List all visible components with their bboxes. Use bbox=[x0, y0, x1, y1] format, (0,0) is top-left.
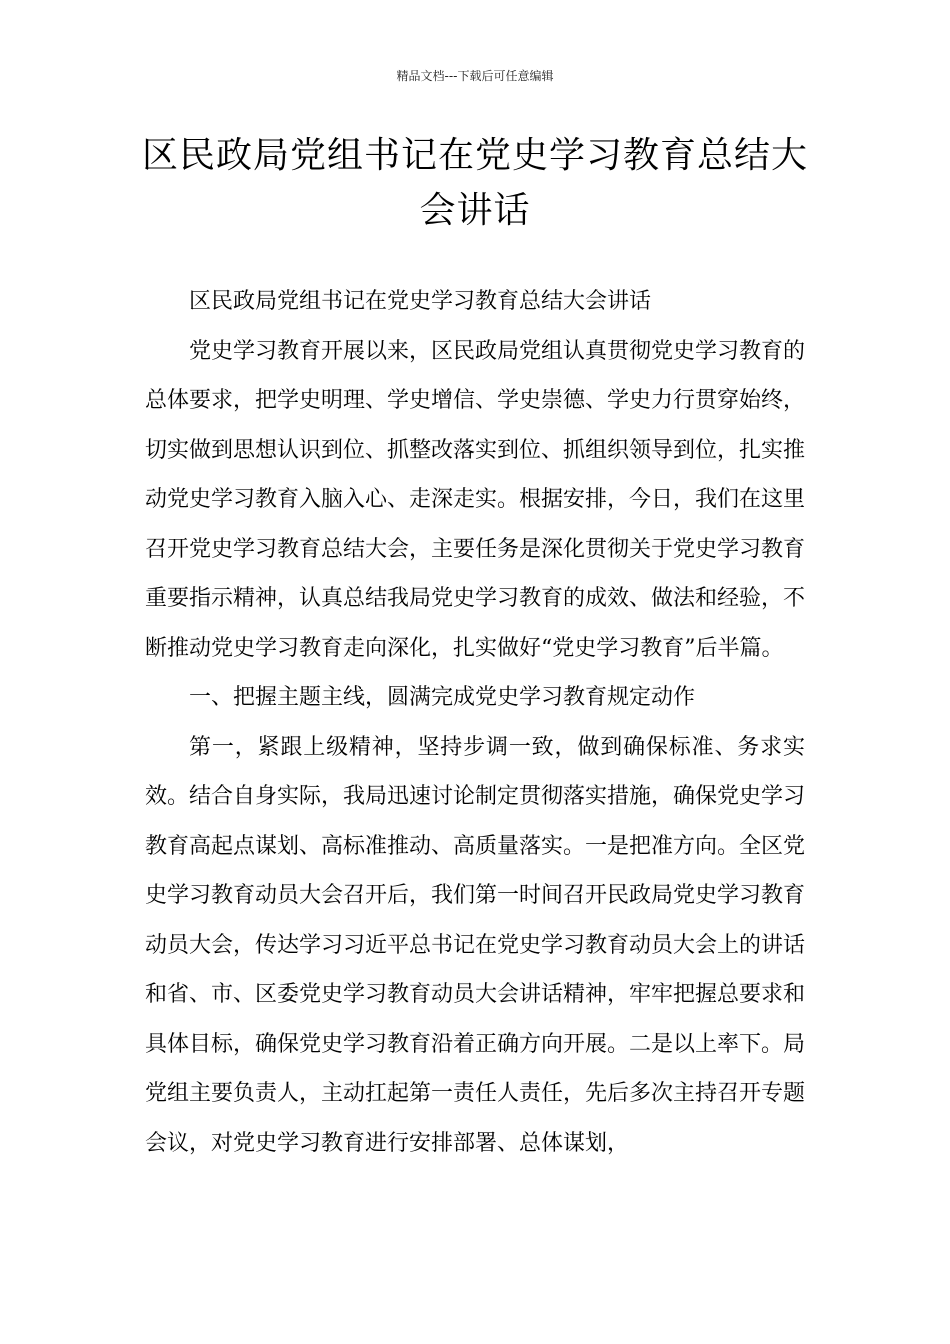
paragraph-intro: 党史学习教育开展以来，区民政局党组认真贯彻党史学习教育的总体要求，把学史明理、学史增信、学史崇德、学史力行贯穿始终，切实做到思想认识到位、抓整改落实到位、抓组织领导到位，扎实推动党史学习教育入脑入心、走深走实。根据安排，今日，我们在这里召开党史学习教育总结大会，主要任务是深化贯彻关于党史学习教育重要指示精神，认真总结我局党史学习教育的成效、做法和经验，不断推动党史学习教育走向深化，扎实做好“党史学习教育”后半篇。 bbox=[145, 338, 806, 661]
document-body bbox=[145, 277, 805, 1168]
header-note: 精品文档---下载后可任意编辑 bbox=[396, 69, 554, 83]
section-heading: 一、把握主题主线，圆满完成党史学习教育规定动作 bbox=[189, 685, 696, 710]
paragraph-subtitle: 区民政局党组书记在党史学习教育总结大会讲话 bbox=[189, 289, 652, 314]
paragraph-first-point: 第一，紧跟上级精神，坚持步调一致，做到确保标准、务求实效。结合自身实际，我局迅速讨论制定贯彻落实措施，确保党史学习教育高起点谋划、高标准推动、高质量落实。一是把准方向。全区党史学习教育动员大会召开后，我们第一时间召开民政局党史学习教育动员大会，传达学习习近平总书记在党史学习教育动员大会上的讲话和省、市、区委党史学习教育动员大会讲话精神，牢牢把握总要求和具体目标，确保党史学习教育沿着正确方向开展。二是以上率下。局党组主要负责人，主动扛起第一责任人责任，先后多次主持召开专题会议，对党史学习教育进行安排部署、总体谋划， bbox=[145, 734, 806, 1156]
document-title: 区民政局党组书记在党史学习教育总结大会讲话 bbox=[141, 135, 808, 231]
